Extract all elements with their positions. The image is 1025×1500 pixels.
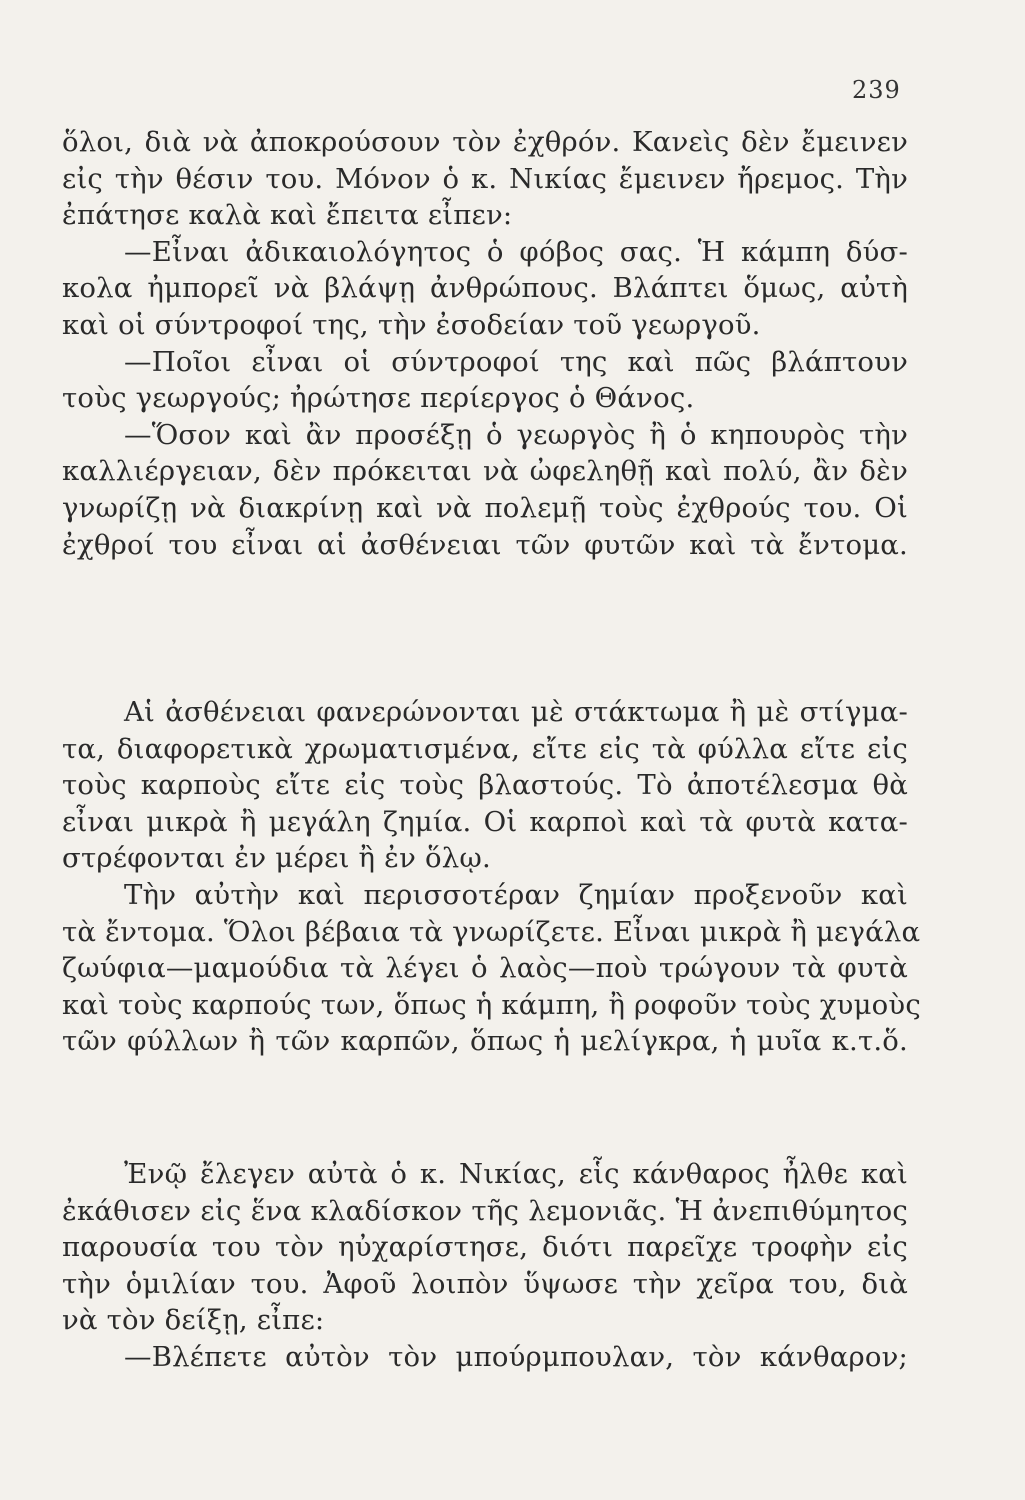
text-line: καὶ τοὺς καρπούς των, ὅπως ἡ κάμπη, ἢ ροφοῦν τοὺς χυμοὺς	[62, 988, 921, 1021]
text-line: ἐκάθισεν εἰς ἕνα κλαδίσκον τῆς λεμονιᾶς. Ἡ ἀνεπιθύμητος	[62, 1194, 908, 1227]
text-line: —Εἶναι ἀδικαιολόγητος ὁ φόβος σας. Ἡ κάμπη δύσ-	[124, 235, 908, 268]
text-line: ὅλοι, διὰ νὰ ἀποκρούσουν τὸν ἐχθρόν. Κανεὶς δὲν ἔμεινεν	[62, 126, 908, 158]
paragraph-block-3	[62, 1156, 908, 1376]
text-line: Αἱ ἀσθένειαι φανερώνονται μὲ στάκτωμα ἢ μὲ στίγμα-	[124, 696, 908, 728]
text-line: —Βλέπετε αὐτὸν τὸν μπούρμπουλαν, τὸν κάνθαρον;	[124, 1340, 908, 1373]
text-line: γνωρίζῃ νὰ διακρίνῃ καὶ νὰ πολεμῇ τοὺς ἐχθρούς του. Οἱ	[62, 491, 908, 524]
text-line: ἐπάτησε καλὰ καὶ ἔπειτα εἶπεν:	[62, 199, 513, 232]
text-line: Τὴν αὐτὴν καὶ περισσοτέραν ζημίαν προξενοῦν καὶ	[124, 878, 908, 911]
text-line: εἶναι μικρὰ ἢ μεγάλη ζημία. Οἱ καρποὶ καὶ τὰ φυτὰ κατα-	[62, 805, 908, 838]
text-line: τῶν φύλλων ἢ τῶν καρπῶν, ὅπως ἡ μελίγκρα, ἡ μυῖα κ.τ.ὅ.	[62, 1025, 908, 1058]
paragraph-block-2	[62, 694, 921, 1060]
text-line: —Ὅσον καὶ ἂν προσέξῃ ὁ γεωργὸς ἢ ὁ κηπουρὸς τὴν	[124, 418, 908, 451]
text-line: τοὺς καρποὺς εἴτε εἰς τοὺς βλαστούς. Τὸ ἀποτέλεσμα θὰ	[62, 769, 908, 802]
text-line: Ἐνῷ ἔλεγεν αὐτὰ ὁ κ. Νικίας, εἷς κάνθαρος ἦλθε καὶ	[124, 1158, 908, 1190]
text-line: καὶ οἱ σύντροφοί της, τὴν ἐσοδείαν τοῦ γεωργοῦ.	[62, 308, 761, 341]
page-number: 239	[852, 76, 901, 104]
text-line: κολα ἠμπορεῖ νὰ βλάψῃ ἀνθρώπους. Βλάπτει ὅμως, αὐτὴ	[62, 272, 908, 305]
text-line: τα, διαφορετικὰ χρωματισμένα, εἴτε εἰς τὰ φύλλα εἴτε εἰς	[62, 732, 908, 765]
text-line: εἰς τὴν θέσιν του. Μόνον ὁ κ. Νικίας ἔμεινεν ἤρεμος. Τὴν	[62, 162, 908, 195]
text-line: νὰ τὸν δείξῃ, εἶπε:	[62, 1304, 325, 1337]
text-line: —Ποῖοι εἶναι οἱ σύντροφοί της καὶ πῶς βλάπτουν	[124, 345, 908, 378]
text-line: καλλιέργειαν, δὲν πρόκειται νὰ ὠφεληθῇ καὶ πολύ, ἂν δὲν	[62, 455, 908, 488]
text-line: ἐχθροί του εἶναι αἱ ἀσθένειαι τῶν φυτῶν καὶ τὰ ἔντομα.	[62, 528, 908, 561]
text-line: ζωύφια—μαμούδια τὰ λέγει ὁ λαὸς—ποὺ τρώγουν τὰ φυτὰ	[62, 952, 908, 985]
text-line: τοὺς γεωργούς; ἠρώτησε περίεργος ὁ Θάνος.	[62, 382, 695, 415]
text-line: τὰ ἔντομα. Ὅλοι βέβαια τὰ γνωρίζετε. Εἶναι μικρὰ ἢ μεγάλα	[62, 915, 921, 948]
paragraph-block-1	[62, 124, 908, 563]
text-line: παρουσία του τὸν ηὐχαρίστησε, διότι παρεῖχε τροφὴν εἰς	[62, 1231, 908, 1264]
text-line: τὴν ὁμιλίαν του. Ἀφοῦ λοιπὸν ὕψωσε τὴν χεῖρα του, διὰ	[62, 1267, 908, 1300]
text-line: στρέφονται ἐν μέρει ἢ ἐν ὅλῳ.	[62, 842, 491, 875]
